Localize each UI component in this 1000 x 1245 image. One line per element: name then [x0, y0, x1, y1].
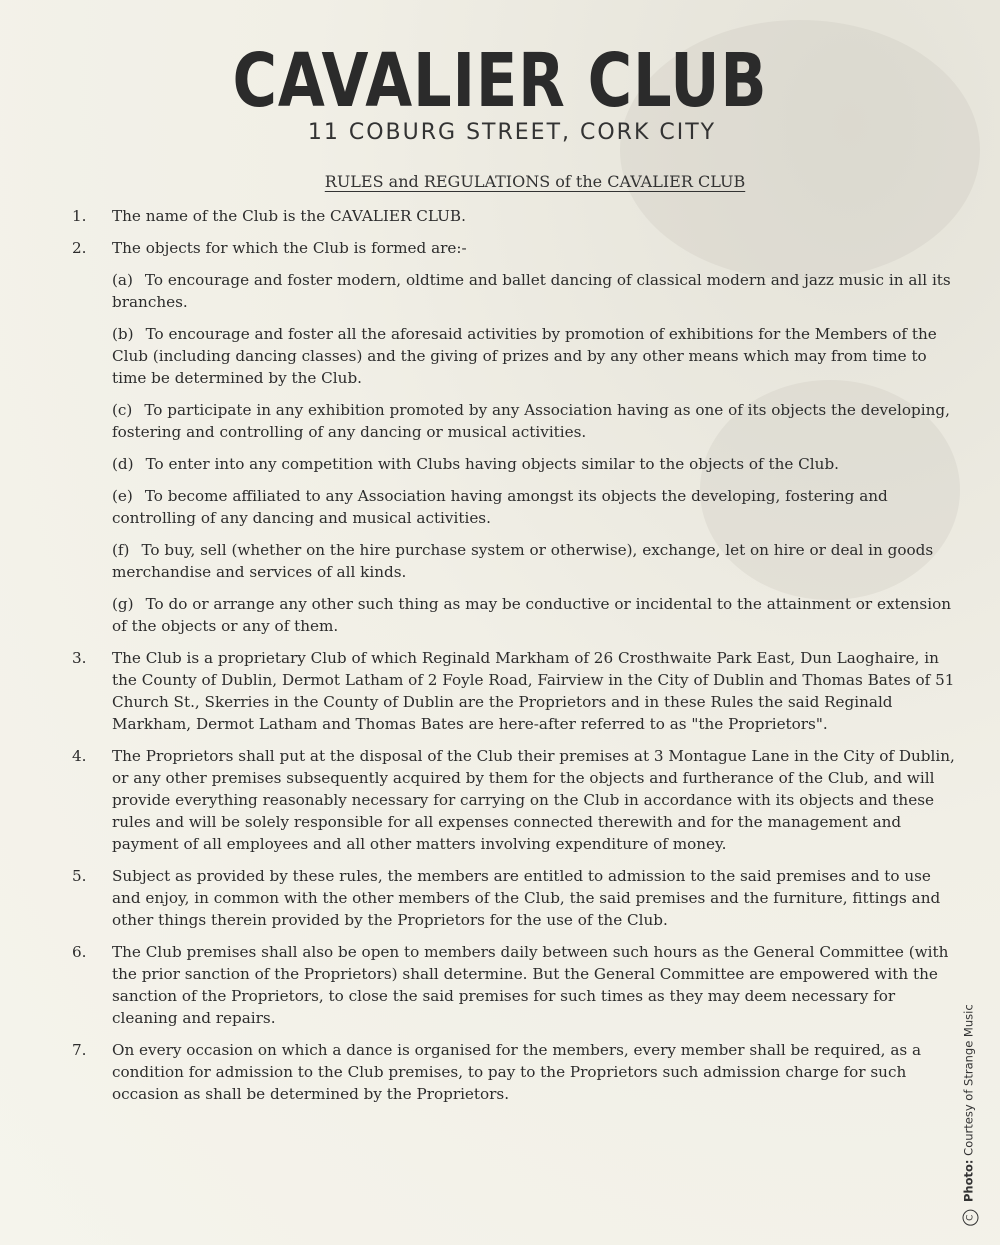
- club-address: 11 COBURG STREET, CORK CITY: [307, 120, 717, 145]
- copyright-icon: C: [963, 1210, 979, 1226]
- rule-number: 3.: [72, 649, 87, 667]
- document-heading: RULES and REGULATIONS of the CAVALIER CLUB: [324, 172, 746, 191]
- club-title: CAVALIER CLUB: [232, 38, 768, 124]
- object-text: To do or arrange any other such thing as may be conductive or incidental to the attainment or extension of the objects or any of them.: [112, 595, 951, 635]
- object-item: [112, 323, 962, 389]
- rule-text: The Proprietors shall put at the disposal of the Club their premises at 3 Montague Lane in the City of Dublin, or any other premises subsequently acquired by them for the objects and furtherance of the Club, and will provide everything reasonably necessary for carrying on the Club in accordance with its objects and these rules and will be solely responsible for all expenses connected therewith and for the management and payment of all employees and all other matters involving expenditure of money.: [112, 747, 955, 853]
- rule-number: 7.: [72, 1041, 87, 1059]
- credit-text: Courtesy of Strange Music: [961, 1004, 976, 1156]
- rule-item: [72, 205, 962, 227]
- rules-body: [72, 205, 962, 1115]
- object-item: [112, 539, 962, 583]
- rule-item: [72, 745, 962, 855]
- rule-item: [72, 237, 962, 259]
- object-label: (e): [112, 487, 133, 505]
- rule-item: [72, 865, 962, 931]
- object-item: [112, 593, 962, 637]
- object-label: (g): [112, 595, 134, 613]
- rule-number: 4.: [72, 747, 87, 765]
- object-text: To encourage and foster all the aforesaid activities by promotion of exhibitions for the Members of the Club (including dancing classes) and the giving of prizes and by any other means which may from time to time be determined by the Club.: [112, 325, 937, 387]
- object-label: (b): [112, 325, 134, 343]
- rule-item: [72, 647, 962, 735]
- rule-number: 1.: [72, 207, 87, 225]
- rule-text: The objects for which the Club is formed are:-: [112, 239, 467, 257]
- object-label: (a): [112, 271, 133, 289]
- object-label: (d): [112, 455, 134, 473]
- rule-text: The Club is a proprietary Club of which Reginald Markham of 26 Crosthwaite Park East, Dun Laoghaire, in the County of Dublin, Dermot Latham of 2 Foyle Road, Fairview in the City of Dublin and Thomas Bates of 51 Church St., Skerries in the County of Dublin are the Proprietors and in these Rules the said Reginald Markham, Dermot Latham and Thomas Bates are here-after referred to as "the Proprietors".: [112, 649, 955, 733]
- rule-text: The name of the Club is the CAVALIER CLUB.: [112, 207, 466, 225]
- object-text: To participate in any exhibition promoted by any Association having as one of its objects the developing, fostering and controlling of any dancing or musical activities.: [112, 401, 950, 441]
- object-label: (c): [112, 401, 133, 419]
- rule-number: 5.: [72, 867, 87, 885]
- photo-credit: [960, 1005, 980, 1225]
- credit-label: Photo:: [961, 1159, 976, 1202]
- object-item: [112, 485, 962, 529]
- rule-item: [72, 1039, 962, 1105]
- object-item: [112, 269, 962, 313]
- rule-number: 2.: [72, 239, 87, 257]
- object-item: [112, 399, 962, 443]
- rule-number: 6.: [72, 943, 87, 961]
- rule-item: [72, 941, 962, 1029]
- object-item: [112, 453, 962, 475]
- rule-text: Subject as provided by these rules, the members are entitled to admission to the said premises and to use and enjoy, in common with the other members of the Club, the said premises and the furniture, fittings and other things therein provided by the Proprietors for the use of the Club.: [112, 867, 941, 929]
- object-text: To enter into any competition with Clubs having objects similar to the objects of the Club.: [145, 455, 839, 473]
- object-text: To become affiliated to any Association having amongst its objects the developing, fostering and controlling of any dancing and musical activities.: [112, 487, 888, 527]
- rule-text: The Club premises shall also be open to members daily between such hours as the General Committee (with the prior sanction of the Proprietors) shall determine. But the General Committee are empowered with the sanction of the Proprietors, to close the said premises for such times as they may deem necessary for cleaning and repairs.: [112, 943, 949, 1027]
- object-text: To buy, sell (whether on the hire purchase system or otherwise), exchange, let on hire or deal in goods merchandise and services of all kinds.: [112, 541, 934, 581]
- object-label: (f): [112, 541, 130, 559]
- object-text: To encourage and foster modern, oldtime and ballet dancing of classical modern and jazz music in all its branches.: [112, 271, 951, 311]
- rule-text: On every occasion on which a dance is organised for the members, every member shall be required, as a condition for admission to the Club premises, to pay to the Proprietors such admission charge for such occasion as shall be determined by the Proprietors.: [112, 1041, 922, 1103]
